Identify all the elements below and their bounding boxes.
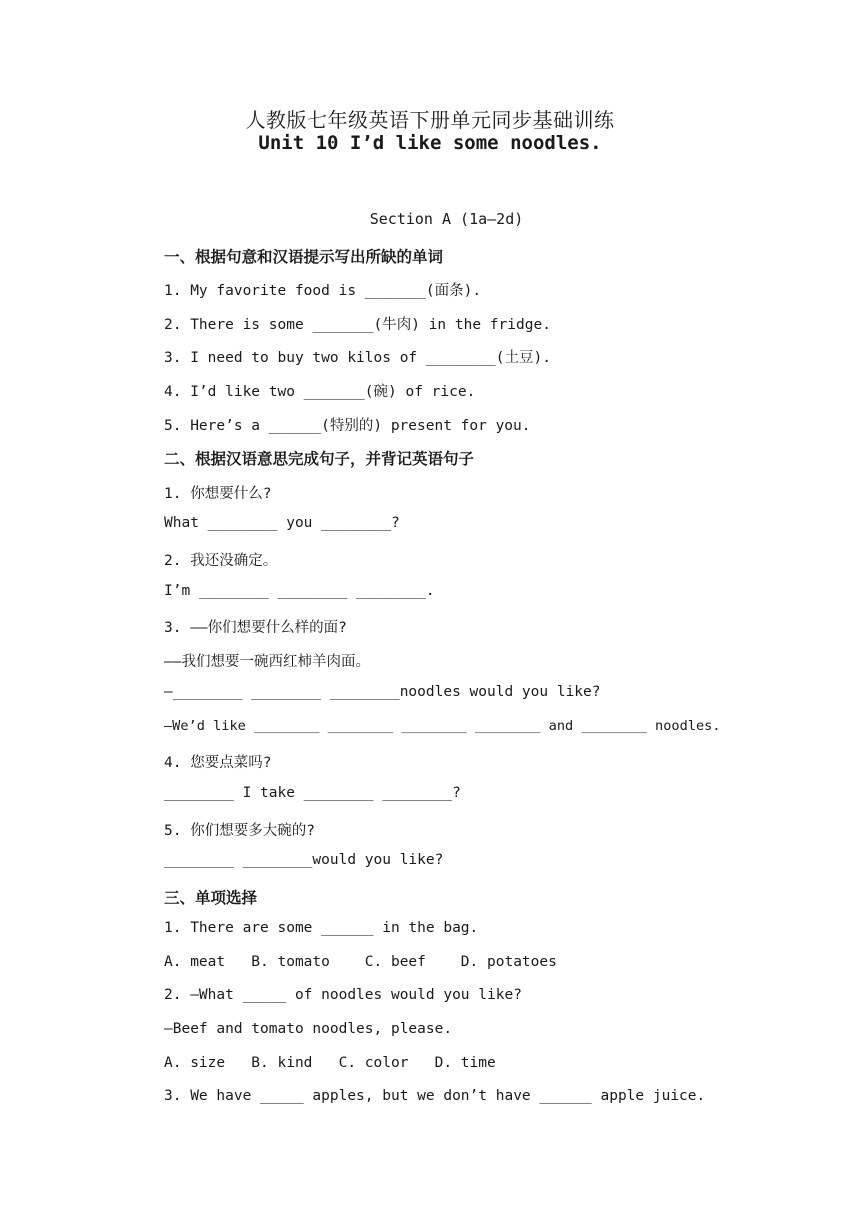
part3-question-3: 3. We have _____ apples, but we don’t have ______ apple juice. [164,1088,706,1104]
part1-item-3: 3. I need to buy two kilos of ________(土豆). [164,350,551,366]
part3-question-2-reply: —Beef and tomato noodles, please. [164,1021,453,1037]
part2-heading: 二、根据汉语意思完成句子，并背记英语句子 [164,450,475,468]
part2-answer-5: ________ ________would you like? [164,852,444,868]
part2-answer-3a: —________ ________ ________noodles would you like? [164,684,601,700]
part2-prompt-3: 3. ——你们想要什么样的面? [164,620,347,636]
part2-answer-3b: —We’d like ________ ________ ________ ________ and ________ noodles. [164,718,721,734]
part2-prompt-1: 1. 你想要什么? [164,486,272,502]
unit-title: Unit 10 I’d like some noodles. [258,132,602,154]
part3-heading: 三、单项选择 [164,889,258,907]
part1-item-1: 1. My favorite food is _______(面条). [164,283,482,299]
part2-prompt-4: 4. 您要点菜吗? [164,755,272,771]
part1-item-4: 4. I’d like two _______(碗) of rice. [164,384,476,400]
part2-answer-2: I’m ________ ________ ________. [164,583,435,599]
part2-answer-4: ________ I take ________ ________? [164,785,461,801]
part2-prompt-5: 5. 你们想要多大碗的? [164,823,315,839]
part1-heading: 一、根据句意和汉语提示写出所缺的单词 [164,248,444,266]
part1-item-2: 2. There is some _______(牛肉) in the fridge. [164,317,551,333]
part3-options-2: A. size B. kind C. color D. time [164,1055,496,1071]
part2-answer-1: What ________ you ________? [164,515,400,531]
part3-question-2: 2. —What _____ of noodles would you like? [164,987,522,1003]
worksheet-title-cn: 人教版七年级英语下册单元同步基础训练 [245,108,615,132]
part2-prompt-3b: ——我们想要一碗西红柿羊肉面。 [164,654,370,670]
section-title: Section A (1a—2d) [369,210,524,228]
part1-item-5: 5. Here’s a ______(特别的) present for you. [164,418,531,434]
part2-prompt-2: 2. 我还没确定。 [164,553,278,569]
part3-question-1: 1. There are some ______ in the bag. [164,920,479,936]
part3-options-1: A. meat B. tomato C. beef D. potatoes [164,954,557,970]
